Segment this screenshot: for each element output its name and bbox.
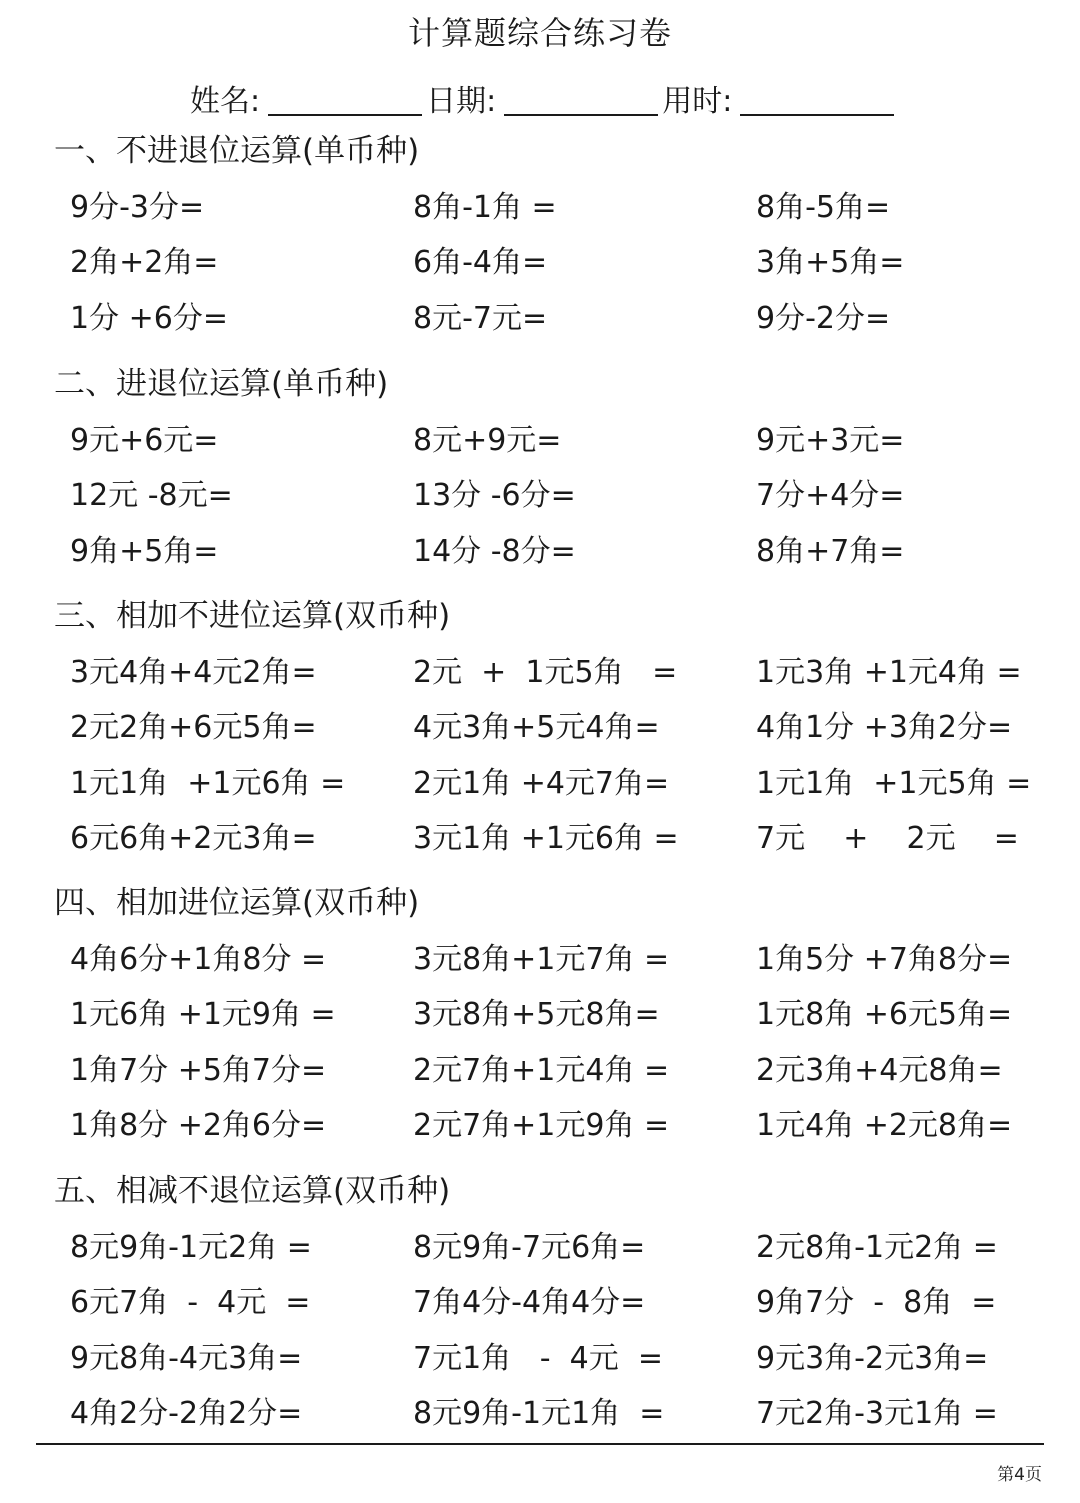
problem-item: 3角+5角=: [756, 245, 905, 281]
problem-item: 8元9角-1元1角 =: [413, 1395, 665, 1431]
problem-item: 2元 + 1元5角 =: [413, 655, 678, 690]
problem-item: 7分+4分=: [756, 478, 905, 514]
name-blank[interactable]: [268, 80, 422, 116]
problem-item: 1角8分 +2角6分=: [70, 1107, 327, 1143]
problem-item: 1元1角 +1元6角 =: [70, 765, 346, 801]
problem-item: 2角+2角=: [70, 245, 219, 281]
time-blank[interactable]: [740, 80, 894, 116]
problem-item: 9分-2分=: [756, 300, 891, 336]
problem-item: 8角+7角=: [756, 533, 905, 569]
problem-grid: [70, 1220, 1054, 1441]
name-field: [190, 76, 426, 120]
page-title: 计算题综合练习卷: [407, 14, 672, 52]
problem-item: 4角6分+1角8分 =: [70, 942, 327, 977]
problem-item: 1角5分 +7角8分=: [756, 942, 1013, 977]
time-field: [662, 76, 898, 120]
section-title: 二、进退位运算(单币种): [54, 366, 389, 402]
problem-item: 2元7角+1元4角 =: [413, 1052, 670, 1088]
problem-item: 8角-1角 =: [413, 190, 557, 225]
problem-item: 12元 -8元=: [70, 478, 233, 514]
problem-grid: [70, 645, 1054, 866]
problem-item: 1元3角 +1元4角 =: [756, 655, 1022, 690]
section-1: [54, 128, 1054, 346]
problem-grid: [70, 932, 1054, 1153]
problem-item: 9角+5角=: [70, 533, 219, 569]
problem-item: 1元6角 +1元9角 =: [70, 997, 336, 1033]
problem-item: 6角-4角=: [413, 245, 548, 281]
problem-item: 3元4角+4元2角=: [70, 655, 317, 690]
problem-item: 8角-5角=: [756, 190, 891, 225]
section-title: 五、相减不退位运算(双币种): [54, 1173, 451, 1209]
problem-item: 2元2角+6元5角=: [70, 710, 317, 746]
date-blank[interactable]: [504, 80, 658, 116]
section-2: [54, 361, 1054, 579]
problem-item: 7元1角 - 4元 =: [413, 1340, 663, 1376]
problem-grid: [70, 413, 1054, 579]
problem-item: 3元8角+1元7角 =: [413, 942, 670, 977]
problem-item: 8元+9元=: [413, 423, 562, 458]
date-label: 日期:: [426, 84, 497, 119]
problem-item: 4角2分-2角2分=: [70, 1395, 303, 1431]
section-3: [54, 593, 1054, 866]
problem-item: 9元+6元=: [70, 423, 219, 458]
section-title: 三、相加不进位运算(双币种): [54, 598, 451, 634]
problem-item: 7元2角-3元1角 =: [756, 1395, 998, 1431]
problem-item: 6元6角+2元3角=: [70, 820, 317, 856]
page-number: 第4页: [997, 1465, 1042, 1485]
section-5: [54, 1168, 1054, 1441]
problem-item: 9元+3元=: [756, 423, 905, 458]
problem-item: 7角4分-4角4分=: [413, 1285, 646, 1321]
problem-item: 8元9角-7元6角=: [413, 1230, 646, 1265]
section-title: 四、相加进位运算(双币种): [54, 885, 420, 921]
problem-grid: [70, 180, 1054, 346]
problem-item: 13分 -6分=: [413, 478, 576, 514]
problem-item: 9分-3分=: [70, 190, 205, 225]
student-info-row: [190, 76, 898, 120]
problem-item: 8元9角-1元2角 =: [70, 1230, 312, 1265]
problem-item: 3元8角+5元8角=: [413, 997, 660, 1033]
problem-item: 9元3角-2元3角=: [756, 1340, 989, 1376]
problem-item: 2元8角-1元2角 =: [756, 1230, 998, 1265]
problem-item: 2元7角+1元9角 =: [413, 1107, 670, 1143]
problem-item: 1角7分 +5角7分=: [70, 1052, 327, 1088]
problem-item: 1元1角 +1元5角 =: [756, 765, 1032, 801]
problem-item: 7元 + 2元 =: [756, 820, 1019, 856]
section-4: [54, 880, 1054, 1153]
problem-item: 6元7角 - 4元 =: [70, 1285, 311, 1321]
problem-item: 1元8角 +6元5角=: [756, 997, 1013, 1033]
time-label: 用时:: [662, 84, 733, 119]
problem-item: 2元3角+4元8角=: [756, 1052, 1003, 1088]
problem-item: 9元8角-4元3角=: [70, 1340, 303, 1376]
problem-item: 4角1分 +3角2分=: [756, 710, 1013, 746]
problem-item: 8元-7元=: [413, 300, 548, 336]
problem-item: 9角7分 - 8角 =: [756, 1285, 997, 1321]
bottom-divider: [36, 1443, 1044, 1445]
problem-item: 3元1角 +1元6角 =: [413, 820, 679, 856]
date-field: [426, 76, 662, 120]
name-label: 姓名:: [190, 84, 261, 119]
problem-item: 14分 -8分=: [413, 533, 576, 569]
problem-item: 2元1角 +4元7角=: [413, 765, 670, 801]
section-title: 一、不进退位运算(单币种): [54, 133, 420, 169]
problem-item: 1分 +6分=: [70, 300, 228, 336]
problem-item: 4元3角+5元4角=: [413, 710, 660, 746]
problem-item: 1元4角 +2元8角=: [756, 1107, 1013, 1143]
